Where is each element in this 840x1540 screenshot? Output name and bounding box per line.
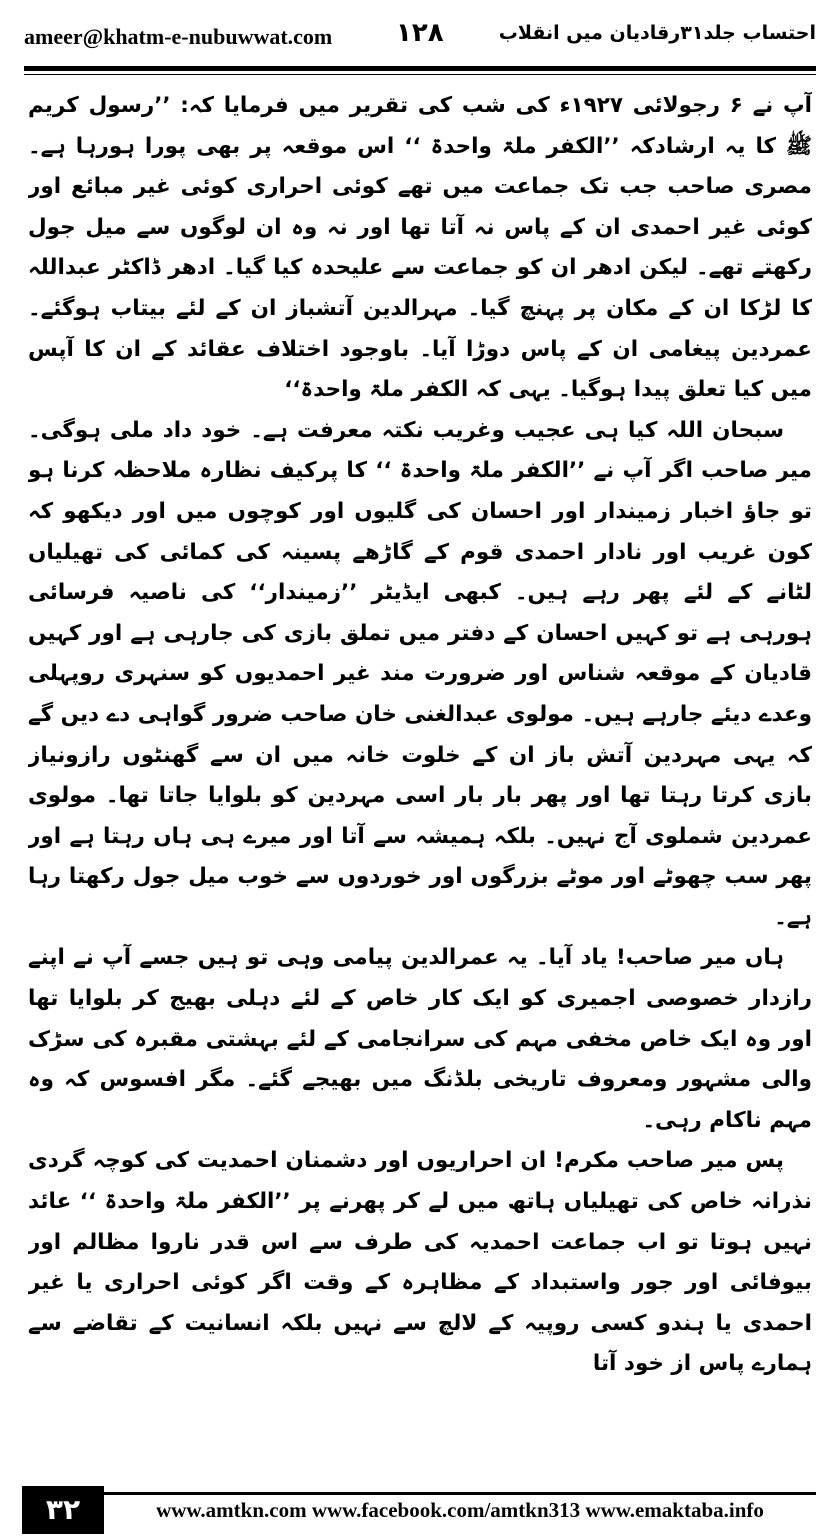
footer-links: www.amtkn.com www.facebook.com/amtkn313 www.emaktaba.info (156, 1498, 764, 1522)
header-rule-thin (24, 74, 816, 75)
footer-rule (104, 1492, 816, 1495)
body-text (28, 86, 812, 1466)
header-rule-thick (24, 66, 816, 71)
paragraph-2: سبحان اللہ کیا ہی عجیب وغریب نکتہ معرفت ہے۔ خود داد ملی ہوگی۔ میر صاحب اگر آپ نے ’’الکفر ملۃ واحدۃ ‘‘ کا پرکیف نظارہ ملاحظہ کرنا ہو تو جاؤ اخبار زمیندار اور احسان کی گلیوں اور کوچوں میں اور دیکھو کہ کون غریب اور نادار احمدی قوم کے گاڑھے پسینہ کی کمائی کی تھیلیاں لٹانے کے لئے پھر رہے ہیں۔ کبھی ایڈیٹر ’’زمیندار‘‘ کی ناصیہ فرسائی ہورہی ہے تو کہیں احسان کے دفتر میں تملق بازی کی جارہی ہے اور کہیں قادیان کے موقعہ شناس اور ضرورت مند غیر احمدیوں کو سنہری روپہلی وعدے دیئے جارہے ہیں۔ مولوی عبدالغنی خان صاحب ضرور گواہی دے دیں گے کہ یہی مہردین آتش باز ان کے خلوت خانہ میں ان سے گھنٹوں رازونیاز بازی کرتا رہتا تھا اور پھر بار بار اسی مہردین کو بلوایا جاتا تھا۔ مولوی عمردین شملوی آج نہیں۔ بلکہ ہمیشہ سے آتا اور میرے ہی ہاں رہتا ہے اور پھر سب چھوٹے اور موٹے بزرگوں اور خوردوں سے خوب میل جول رکھتا رہا ہے۔ (28, 417, 812, 930)
header-book-title: احتساب جلد۳۱رقادیان میں انقلاب (498, 22, 816, 44)
footer-page-number: ۳۲ (22, 1486, 104, 1534)
paragraph-1: آپ نے ۶ رجولائی ۱۹۲۷ء کی شب کی تقریر میں فرمایا کہ: ’’رسول کریم ﷺ کا یہ ارشادکہ ’’الکفر ملۃ واحدۃ ‘‘ اس موقعہ پر بھی پورا ہورہا ہے۔ مصری صاحب جب تک جماعت میں تھے کوئی احراری کوئی غیر مبائع اور کوئی غیر احمدی ان کے پاس نہ آتا تھا اور نہ وہ ان لوگوں سے میل جول رکھتے تھے۔ لیکن ادھر ان کو جماعت سے علیحدہ کیا گیا۔ ادھر ڈاکٹر عبداللہ کا لڑکا ان کے مکان پر پہنچ گیا۔ مہرالدین آتشباز ان کے لئے بیتاب ہوگئے۔ عمردین پیغامی ان کے پاس دوڑا آیا۔ باوجود اختلاف عقائد کے ان کا آپس میں کیا تعلق پیدا ہوگیا۔ یہی کہ الکفر ملۃ واحدۃ‘‘ (28, 93, 812, 403)
paragraph-4: پس میر صاحب مکرم! ان احراریوں اور دشمنان احمدیت کی کوچہ گردی نذرانہ خاص کی تھیلیاں ہاتھ میں لے کر پھرنے پر ’’الکفر ملۃ واحدۃ ‘‘ عائد نہیں ہوتا تو اب جماعت احمدیہ کی طرف سے اس قدر ناروا مظالم اور بیوفائی اور جور واستبداد کے مظاہرہ کے وقت اگر کوئی احراری یا غیر احمدی یا ہندو کسی روپیہ کے لالچ سے نہیں بلکہ انسانیت کے تقاضے سے ہمارے پاس از خود آتا (28, 1148, 812, 1377)
page-header (24, 18, 816, 62)
header-page-number: ۱۲۸ (396, 18, 444, 48)
paragraph-3: ہاں میر صاحب! یاد آیا۔ یہ عمرالدین پیامی وہی تو ہیں جسے آپ نے اپنے رازدار خصوصی اجمیری کو ایک کار خاص کے لئے دہلی بھیج کر بلوایا تھا اور وہ ایک خاص مخفی مہم کی سرانجامی کے لئے بہشتی مقبرہ کی سڑک والی مشہور ومعروف تاریخی بلڈنگ میں بھیجے گئے۔ مگر افسوس کہ وہ مہم ناکام رہی۔ (28, 945, 812, 1133)
header-email: ameer@khatm-e-nubuwwat.com (24, 24, 333, 49)
